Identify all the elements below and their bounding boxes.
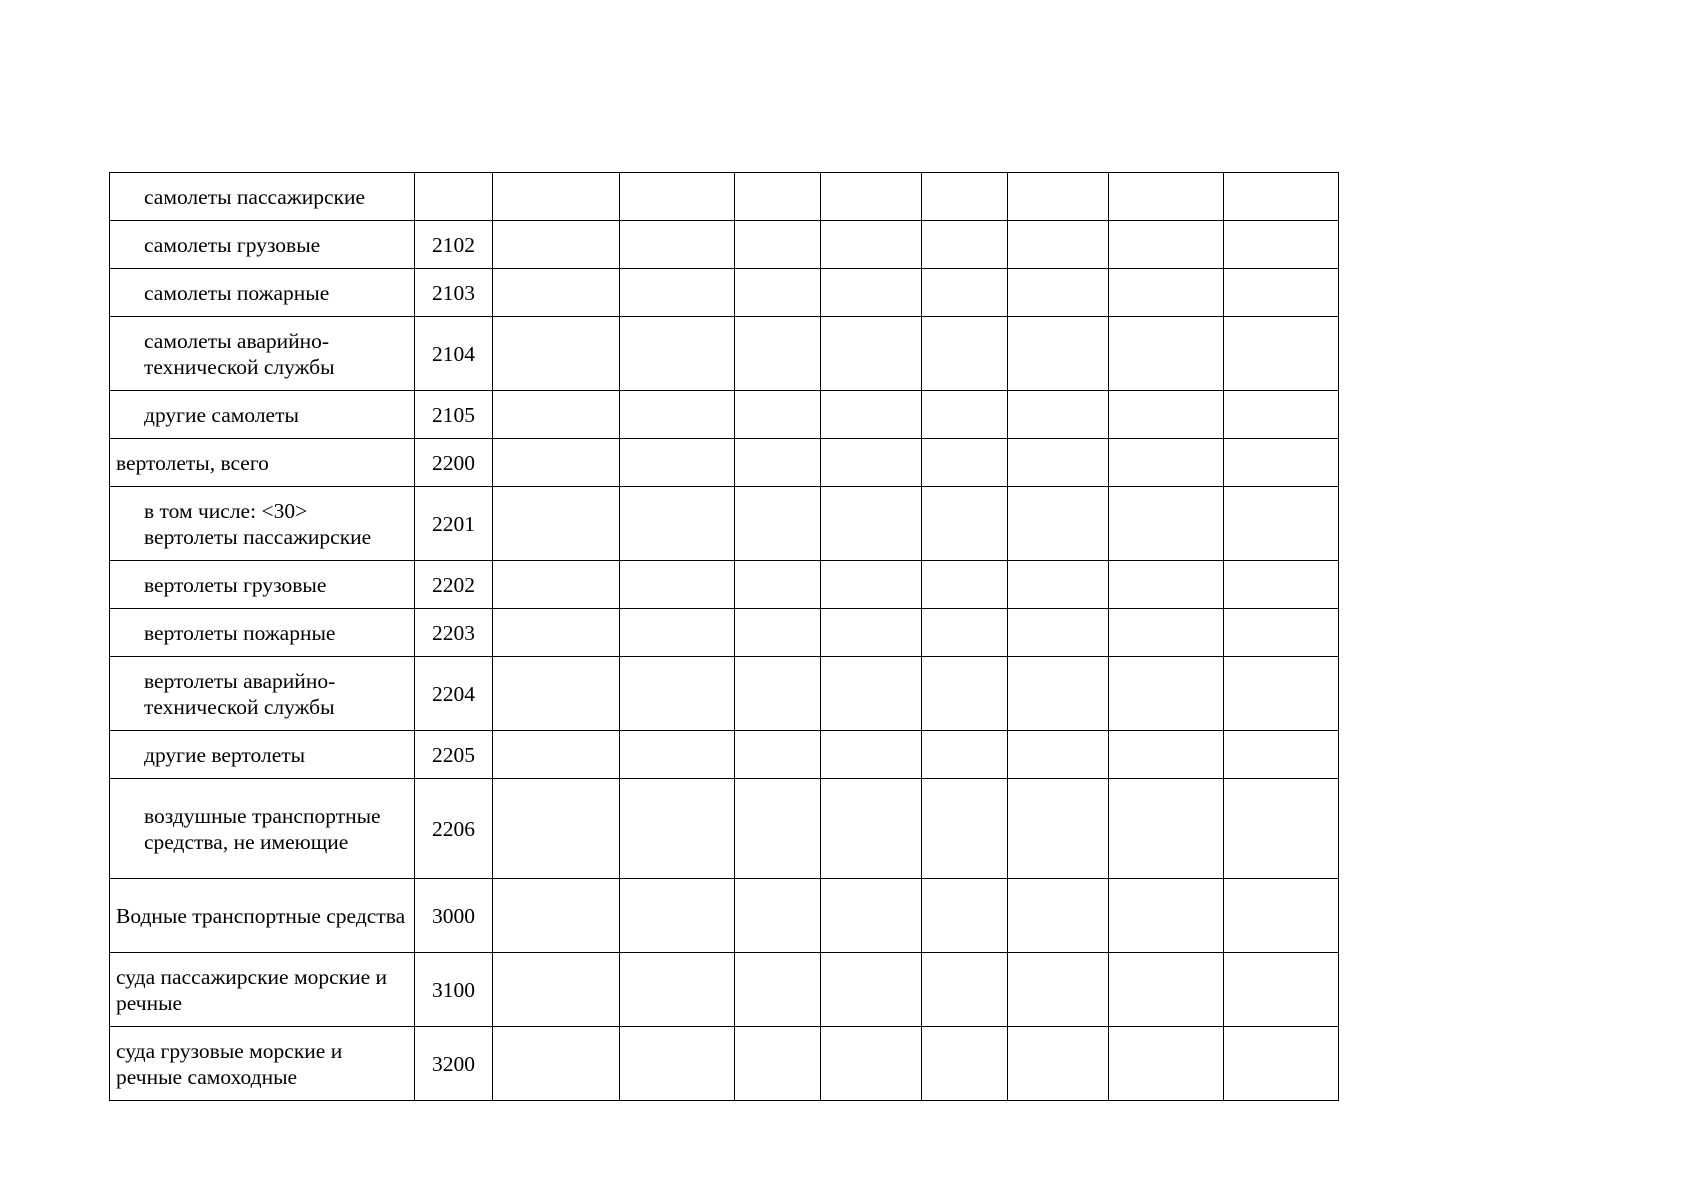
value-cell (821, 173, 922, 221)
row-name-cell: Водные транспортные средства (110, 879, 415, 953)
value-cell (620, 221, 735, 269)
row-name-cell: вертолеты грузовые (110, 561, 415, 609)
row-name-cell: вертолеты пожарные (110, 609, 415, 657)
value-cell (1109, 731, 1224, 779)
value-cell (1224, 779, 1339, 879)
table-row (110, 269, 1339, 317)
value-cell (1008, 317, 1109, 391)
value-cell (493, 439, 620, 487)
value-cell (1224, 609, 1339, 657)
table-row (110, 317, 1339, 391)
value-cell (1109, 221, 1224, 269)
value-cell (1224, 879, 1339, 953)
value-cell (493, 269, 620, 317)
value-cell (1109, 439, 1224, 487)
value-cell (821, 561, 922, 609)
value-cell (1008, 657, 1109, 731)
value-cell (1224, 953, 1339, 1027)
value-cell (735, 953, 821, 1027)
value-cell (1008, 391, 1109, 439)
value-cell (1008, 487, 1109, 561)
value-cell (735, 731, 821, 779)
value-cell (1109, 953, 1224, 1027)
value-cell (922, 657, 1008, 731)
value-cell (922, 561, 1008, 609)
table-row (110, 561, 1339, 609)
row-code-cell: 2206 (415, 779, 493, 879)
value-cell (620, 1027, 735, 1101)
table-row (110, 953, 1339, 1027)
value-cell (735, 487, 821, 561)
value-cell (821, 439, 922, 487)
value-cell (1224, 173, 1339, 221)
value-cell (620, 879, 735, 953)
value-cell (821, 1027, 922, 1101)
value-cell (493, 317, 620, 391)
value-cell (821, 221, 922, 269)
table-row (110, 487, 1339, 561)
value-cell (922, 173, 1008, 221)
value-cell (1109, 879, 1224, 953)
value-cell (821, 953, 922, 1027)
value-cell (1224, 391, 1339, 439)
value-cell (1224, 439, 1339, 487)
value-cell (922, 1027, 1008, 1101)
value-cell (620, 487, 735, 561)
value-cell (1008, 221, 1109, 269)
value-cell (1224, 221, 1339, 269)
value-cell (620, 609, 735, 657)
value-cell (493, 391, 620, 439)
value-cell (1224, 317, 1339, 391)
value-cell (735, 391, 821, 439)
value-cell (493, 779, 620, 879)
value-cell (620, 173, 735, 221)
value-cell (1008, 953, 1109, 1027)
value-cell (1109, 391, 1224, 439)
row-code-cell: 2202 (415, 561, 493, 609)
value-cell (493, 173, 620, 221)
vehicle-report-table (109, 172, 1339, 1101)
value-cell (493, 609, 620, 657)
value-cell (1008, 731, 1109, 779)
value-cell (1008, 561, 1109, 609)
value-cell (1109, 487, 1224, 561)
value-cell (1008, 439, 1109, 487)
row-name-cell: самолеты аварийно-технической службы (110, 317, 415, 391)
value-cell (493, 657, 620, 731)
value-cell (1224, 1027, 1339, 1101)
value-cell (620, 269, 735, 317)
row-name-cell: вертолеты аварийно-технической службы (110, 657, 415, 731)
value-cell (821, 879, 922, 953)
row-code-cell: 2102 (415, 221, 493, 269)
value-cell (821, 317, 922, 391)
value-cell (620, 779, 735, 879)
row-name-cell: суда пассажирские морские и речные (110, 953, 415, 1027)
table-row (110, 731, 1339, 779)
table-row (110, 391, 1339, 439)
value-cell (493, 953, 620, 1027)
value-cell (821, 731, 922, 779)
value-cell (1008, 779, 1109, 879)
value-cell (922, 391, 1008, 439)
value-cell (1109, 657, 1224, 731)
value-cell (1224, 731, 1339, 779)
value-cell (620, 317, 735, 391)
row-name-cell: другие самолеты (110, 391, 415, 439)
value-cell (493, 731, 620, 779)
value-cell (1008, 1027, 1109, 1101)
row-name-cell: самолеты пожарные (110, 269, 415, 317)
value-cell (922, 879, 1008, 953)
value-cell (1109, 317, 1224, 391)
row-code-cell: 3000 (415, 879, 493, 953)
row-code-cell: 3100 (415, 953, 493, 1027)
value-cell (1109, 561, 1224, 609)
value-cell (922, 779, 1008, 879)
value-cell (1008, 269, 1109, 317)
value-cell (735, 879, 821, 953)
row-name-cell: другие вертолеты (110, 731, 415, 779)
value-cell (1109, 269, 1224, 317)
value-cell (922, 317, 1008, 391)
value-cell (493, 561, 620, 609)
value-cell (922, 221, 1008, 269)
value-cell (821, 391, 922, 439)
table-row (110, 879, 1339, 953)
row-code-cell: 2105 (415, 391, 493, 439)
value-cell (735, 269, 821, 317)
value-cell (735, 173, 821, 221)
row-code-cell: 2204 (415, 657, 493, 731)
value-cell (493, 1027, 620, 1101)
value-cell (922, 953, 1008, 1027)
value-cell (735, 657, 821, 731)
value-cell (1008, 609, 1109, 657)
row-name-cell: суда грузовые морские и речные самоходные (110, 1027, 415, 1101)
row-code-cell: 2103 (415, 269, 493, 317)
table-row (110, 657, 1339, 731)
value-cell (821, 269, 922, 317)
table-row (110, 221, 1339, 269)
value-cell (922, 609, 1008, 657)
row-name-cell: вертолеты, всего (110, 439, 415, 487)
table-row (110, 439, 1339, 487)
value-cell (493, 487, 620, 561)
value-cell (1109, 609, 1224, 657)
value-cell (620, 953, 735, 1027)
value-cell (1109, 1027, 1224, 1101)
value-cell (620, 391, 735, 439)
value-cell (735, 561, 821, 609)
value-cell (735, 439, 821, 487)
value-cell (620, 439, 735, 487)
table-row (110, 173, 1339, 221)
value-cell (1109, 173, 1224, 221)
row-name-cell: воздушные транспортные средства, не имеющие (110, 779, 415, 879)
table-row (110, 1027, 1339, 1101)
table-row (110, 779, 1339, 879)
value-cell (1008, 173, 1109, 221)
value-cell (493, 879, 620, 953)
value-cell (821, 779, 922, 879)
value-cell (922, 269, 1008, 317)
value-cell (922, 731, 1008, 779)
value-cell (1224, 657, 1339, 731)
value-cell (620, 561, 735, 609)
row-name-cell: самолеты пассажирские (110, 173, 415, 221)
row-code-cell: 2201 (415, 487, 493, 561)
row-code-cell: 2104 (415, 317, 493, 391)
value-cell (922, 487, 1008, 561)
value-cell (1224, 487, 1339, 561)
value-cell (821, 487, 922, 561)
value-cell (1008, 879, 1109, 953)
value-cell (493, 221, 620, 269)
row-code-cell: 2200 (415, 439, 493, 487)
value-cell (821, 609, 922, 657)
row-name-cell: самолеты грузовые (110, 221, 415, 269)
table-row (110, 609, 1339, 657)
row-code-cell: 2205 (415, 731, 493, 779)
value-cell (735, 221, 821, 269)
value-cell (1224, 561, 1339, 609)
value-cell (620, 731, 735, 779)
value-cell (735, 1027, 821, 1101)
value-cell (821, 657, 922, 731)
row-code-cell (415, 173, 493, 221)
value-cell (735, 779, 821, 879)
row-code-cell: 2203 (415, 609, 493, 657)
value-cell (1109, 779, 1224, 879)
value-cell (735, 317, 821, 391)
value-cell (620, 657, 735, 731)
row-name-cell: в том числе: <30> вертолеты пассажирские (110, 487, 415, 561)
value-cell (735, 609, 821, 657)
value-cell (922, 439, 1008, 487)
row-code-cell: 3200 (415, 1027, 493, 1101)
value-cell (1224, 269, 1339, 317)
